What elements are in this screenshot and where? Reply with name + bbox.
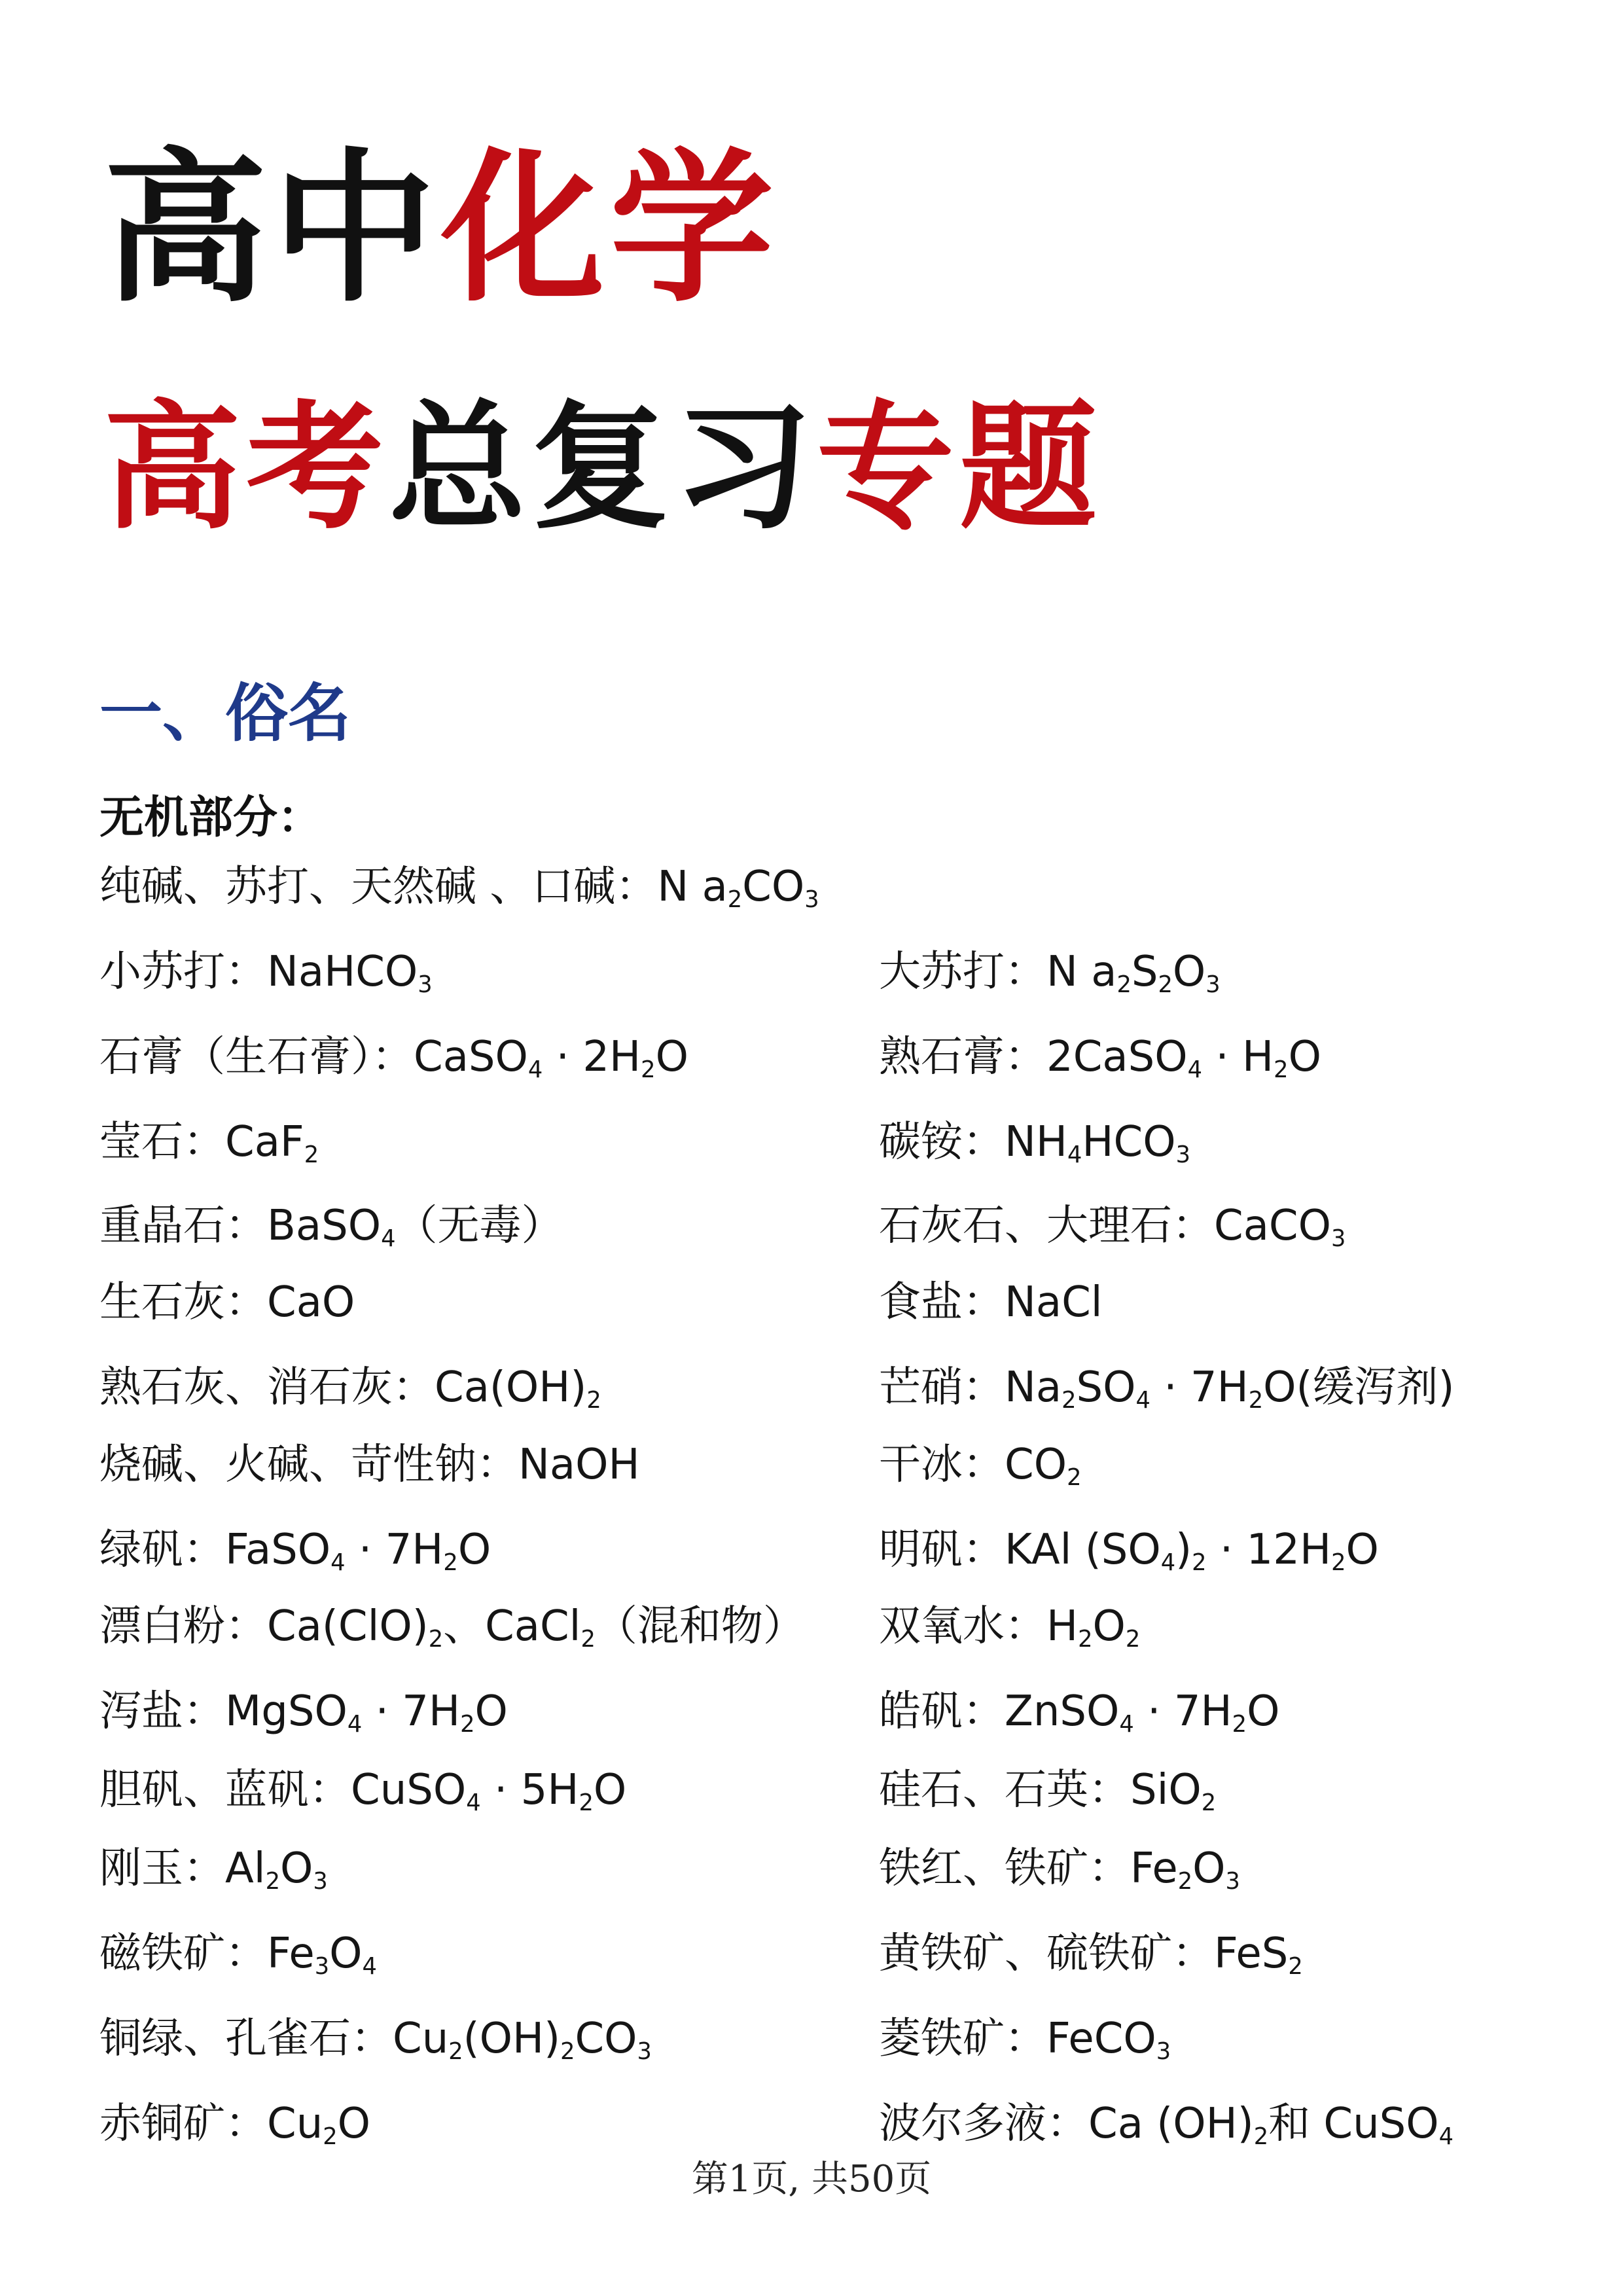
- entry-formula: [518, 1441, 640, 1489]
- formula-text: N a: [657, 863, 728, 911]
- formula-text: · 7H: [1150, 1363, 1249, 1412]
- formula-text: Cu: [393, 2015, 449, 2063]
- formula-subscript: 3: [804, 886, 819, 913]
- formula-subscript: 2: [1192, 1549, 1207, 1576]
- formula-subscript: 3: [1175, 1141, 1190, 1168]
- formula-text: · 7H: [362, 1687, 461, 1736]
- entry-label: 刚玉：: [99, 1844, 225, 1893]
- entry-formula: [267, 1929, 377, 1978]
- entry-2-right: [879, 942, 1221, 1001]
- formula-subscript: 2: [586, 1386, 601, 1414]
- formula-subscript: 2: [1125, 1625, 1141, 1653]
- formula-text: Ca(ClO): [267, 1602, 429, 1651]
- formula-text: NaHCO: [267, 948, 418, 996]
- entry-label: 石灰石、大理石：: [879, 1202, 1214, 1250]
- entry-29-left: [99, 2094, 370, 2153]
- formula-subscript: 3: [314, 1952, 330, 1980]
- formula-text: HCO: [1082, 1118, 1176, 1166]
- formula-subscript: 4: [1438, 2123, 1454, 2150]
- entry-formula: [393, 2015, 652, 2063]
- entry-label: 绿矾：: [99, 1526, 225, 1574]
- formula-subscript: 3: [637, 2037, 652, 2065]
- formula-subscript: 3: [1156, 2037, 1171, 2065]
- entry-label: 铁红、铁矿：: [879, 1844, 1130, 1893]
- entry-1-left: [99, 942, 433, 1001]
- title-part-huaxue: 化学: [441, 134, 779, 324]
- entry-11-left: [99, 1358, 601, 1417]
- formula-subscript: 2: [1067, 1463, 1082, 1491]
- entry-4-right: [879, 1028, 1321, 1086]
- formula-subscript: 2: [1274, 1056, 1289, 1083]
- formula-subscript: 2: [1177, 1867, 1193, 1895]
- formula-subscript: 2: [304, 1141, 319, 1168]
- entry-label: 石膏（生石膏）：: [99, 1033, 414, 1081]
- formula-text: O: [329, 1929, 363, 1978]
- entry-label: 莹石：: [99, 1118, 225, 1166]
- entry-formula: [1005, 1441, 1081, 1489]
- formula-text: （无毒）: [395, 1202, 563, 1250]
- entry-18-right: [879, 1597, 1140, 1656]
- formula-subscript: 2: [1201, 1789, 1217, 1816]
- formula-text: (OH): [463, 2015, 561, 2063]
- entry-label: 干冰：: [879, 1441, 1005, 1489]
- formula-text: SO: [1076, 1363, 1136, 1412]
- formula-text: Ca (OH): [1088, 2100, 1254, 2148]
- entry-formula: [267, 2100, 370, 2148]
- section-heading: 一、俗名: [99, 676, 351, 750]
- entry-label: 胆矾、蓝矾：: [99, 1766, 351, 1814]
- formula-text: Fe: [1130, 1844, 1178, 1893]
- formula-text: · 7H: [1133, 1687, 1232, 1736]
- formula-subscript: 4: [347, 1710, 363, 1738]
- formula-text: · 12H: [1206, 1526, 1332, 1574]
- formula-text: 、CaCl: [443, 1602, 581, 1651]
- formula-text: Cu: [267, 2100, 323, 2148]
- entry-label: 明矾：: [879, 1526, 1005, 1574]
- entry-formula: [1088, 2100, 1454, 2148]
- entry-label: 硅石、石英：: [879, 1766, 1130, 1814]
- formula-text: H: [1046, 1602, 1079, 1651]
- entry-formula: [1130, 1844, 1240, 1893]
- formula-text: CaO: [267, 1278, 355, 1327]
- entry-27-left: [99, 2009, 652, 2068]
- entry-formula: [1046, 2015, 1171, 2063]
- formula-text: · 7H: [345, 1526, 444, 1574]
- formula-subscript: 2: [428, 1625, 444, 1653]
- entry-formula: [225, 1526, 491, 1574]
- formula-text: FeS: [1214, 1929, 1289, 1978]
- formula-subscript: 2: [1248, 1386, 1264, 1414]
- formula-subscript: 2: [265, 1867, 280, 1895]
- formula-text: O: [1192, 1844, 1226, 1893]
- formula-subscript: 4: [1067, 1141, 1082, 1168]
- entry-3-left: [99, 1028, 688, 1086]
- entry-label: 铜绿、孔雀石：: [99, 2015, 393, 2063]
- entry-label: 熟石灰、消石灰：: [99, 1363, 435, 1412]
- entry-formula: [1046, 1602, 1140, 1651]
- entry-formula: [225, 1844, 328, 1893]
- title-line-2: [103, 383, 1102, 553]
- entry-label: 烧碱、火碱、苛性钠：: [99, 1441, 518, 1489]
- formula-text: O: [593, 1766, 627, 1814]
- formula-text: Al: [225, 1844, 266, 1893]
- formula-subscript: 2: [641, 1056, 656, 1083]
- entry-formula: [267, 1202, 563, 1250]
- entry-7-left: [99, 1196, 563, 1255]
- entry-formula: [414, 1033, 688, 1081]
- formula-subscript: 2: [1158, 971, 1173, 998]
- entry-12-right: [879, 1358, 1454, 1417]
- entry-label: 大苏打：: [879, 948, 1046, 996]
- entry-24-right: [879, 1839, 1240, 1898]
- formula-text: · 2H: [543, 1033, 641, 1081]
- entry-label: 芒硝：: [879, 1363, 1005, 1412]
- formula-subscript: 2: [580, 1625, 596, 1653]
- formula-text: N a: [1046, 948, 1117, 996]
- entry-formula: [1214, 1929, 1303, 1978]
- formula-text: CaSO: [414, 1033, 528, 1081]
- formula-subscript: 3: [1330, 1225, 1346, 1252]
- entry-30-right: [879, 2094, 1454, 2153]
- formula-subscript: 2: [323, 2123, 338, 2150]
- formula-subscript: 4: [381, 1225, 396, 1252]
- entry-formula: [267, 1278, 355, 1327]
- entry-0-left: [99, 857, 819, 916]
- formula-text: FaSO: [225, 1526, 331, 1574]
- formula-text: NH: [1005, 1118, 1067, 1166]
- formula-subscript: 2: [560, 2037, 575, 2065]
- formula-text: CaCO: [1214, 1202, 1331, 1250]
- entry-label: 赤铜矿：: [99, 2100, 267, 2148]
- formula-text: MgSO: [225, 1687, 348, 1736]
- entry-15-left: [99, 1520, 491, 1579]
- formula-subscript: 2: [1078, 1625, 1093, 1653]
- entry-label: 磁铁矿：: [99, 1929, 267, 1978]
- entry-formula: [225, 1687, 508, 1736]
- formula-subscript: 2: [1288, 1952, 1303, 1980]
- formula-subscript: 2: [579, 1789, 594, 1816]
- title-part-gaokao: 高考: [103, 387, 389, 548]
- formula-text: （混和物）: [595, 1602, 805, 1651]
- formula-text: · 5H: [480, 1766, 579, 1814]
- entry-formula: [1046, 1033, 1321, 1081]
- formula-text: O(缓泻剂): [1263, 1363, 1455, 1412]
- title-part-zhuanti: 专题: [817, 387, 1103, 548]
- formula-subscript: 2: [448, 2037, 463, 2065]
- formula-subscript: 4: [362, 1952, 377, 1980]
- entry-label: 生石灰：: [99, 1278, 267, 1327]
- entry-formula: [435, 1363, 601, 1412]
- formula-text: FeCO: [1046, 2015, 1156, 2063]
- formula-text: BaSO: [267, 1202, 382, 1250]
- entry-28-right: [879, 2009, 1171, 2068]
- formula-subscript: 2: [460, 1710, 475, 1738]
- formula-subscript: 2: [727, 886, 743, 913]
- page-footer: 第1页, 共50页: [691, 2158, 932, 2200]
- entry-formula: [1005, 1363, 1454, 1412]
- title-part-zongfuxi: 总复习: [389, 387, 817, 548]
- formula-subscript: 2: [1232, 1710, 1247, 1738]
- entry-formula: [1005, 1526, 1379, 1574]
- entry-formula: [1130, 1766, 1216, 1814]
- title-part-gaozhong: 高中: [103, 134, 441, 324]
- entry-25-left: [99, 1924, 377, 1983]
- formula-text: 和 CuSO: [1268, 2100, 1439, 2148]
- formula-subscript: 4: [1119, 1710, 1134, 1738]
- formula-text: O: [1092, 1602, 1126, 1651]
- formula-subscript: 3: [1225, 1867, 1240, 1895]
- formula-text: O: [1172, 948, 1206, 996]
- formula-text: O: [655, 1033, 688, 1081]
- entry-formula: [1214, 1202, 1346, 1250]
- entry-26-right: [879, 1924, 1303, 1983]
- formula-text: SiO: [1130, 1766, 1202, 1814]
- entry-label: 漂白粉：: [99, 1602, 267, 1651]
- formula-text: CO: [1005, 1441, 1067, 1489]
- formula-text: O: [1288, 1033, 1321, 1081]
- formula-text: O: [1346, 1526, 1379, 1574]
- entry-label: 重晶石：: [99, 1202, 267, 1250]
- entry-label: 熟石膏：: [879, 1033, 1046, 1081]
- entry-formula: [1005, 1687, 1279, 1736]
- entry-13-left: [99, 1435, 640, 1494]
- entry-10-right: [879, 1273, 1103, 1332]
- entry-label: 波尔多液：: [879, 2100, 1088, 2148]
- formula-text: ZnSO: [1005, 1687, 1120, 1736]
- formula-text: NaOH: [518, 1441, 640, 1489]
- formula-text: CO: [742, 863, 805, 911]
- entry-23-left: [99, 1839, 328, 1898]
- formula-subscript: 2: [1116, 971, 1132, 998]
- formula-text: CaF: [225, 1118, 304, 1166]
- entry-16-right: [879, 1520, 1379, 1579]
- formula-subscript: 4: [330, 1549, 346, 1576]
- formula-subscript: 4: [1187, 1056, 1203, 1083]
- entry-8-right: [879, 1196, 1346, 1255]
- entry-label: 食盐：: [879, 1278, 1005, 1327]
- entry-label: 纯碱、苏打、天然碱 、口碱：: [99, 863, 658, 911]
- entry-formula: [1005, 1118, 1190, 1166]
- subheading: 无机部分：: [99, 792, 323, 844]
- formula-subscript: 2: [1331, 1549, 1346, 1576]
- formula-subscript: 3: [418, 971, 433, 998]
- entry-20-right: [879, 1682, 1279, 1741]
- formula-text: ): [1175, 1526, 1192, 1574]
- title-line-1: [103, 131, 779, 327]
- entry-21-left: [99, 1761, 626, 1820]
- formula-text: O: [457, 1526, 491, 1574]
- formula-subscript: 3: [313, 1867, 328, 1895]
- formula-text: Ca(OH): [435, 1363, 587, 1412]
- formula-text: O: [337, 2100, 371, 2148]
- formula-text: 2CaSO: [1046, 1033, 1188, 1081]
- entry-label: 皓矾：: [879, 1687, 1005, 1736]
- formula-text: Na: [1005, 1363, 1062, 1412]
- entry-19-left: [99, 1682, 508, 1741]
- formula-text: KAl (SO: [1005, 1526, 1161, 1574]
- entry-formula: [267, 948, 433, 996]
- entry-9-left: [99, 1273, 355, 1332]
- formula-subscript: 3: [1205, 971, 1221, 998]
- formula-subscript: 4: [466, 1789, 481, 1816]
- entry-formula: [657, 863, 819, 911]
- formula-subscript: 4: [1160, 1549, 1176, 1576]
- entry-label: 黄铁矿、硫铁矿：: [879, 1929, 1214, 1978]
- entry-14-right: [879, 1435, 1081, 1494]
- formula-text: NaCl: [1005, 1278, 1103, 1327]
- formula-subscript: 2: [1061, 1386, 1077, 1414]
- entry-formula: [1046, 948, 1221, 996]
- formula-text: CuSO: [351, 1766, 467, 1814]
- entry-label: 碳铵：: [879, 1118, 1005, 1166]
- formula-text: O: [474, 1687, 508, 1736]
- entry-formula: [1005, 1278, 1103, 1327]
- entry-formula: [351, 1766, 626, 1814]
- formula-text: · H: [1202, 1033, 1274, 1081]
- entry-formula: [267, 1602, 805, 1651]
- entry-6-right: [879, 1113, 1190, 1172]
- formula-text: Fe: [267, 1929, 315, 1978]
- formula-text: S: [1131, 948, 1158, 996]
- formula-subscript: 2: [1253, 2123, 1269, 2150]
- entry-label: 泻盐：: [99, 1687, 225, 1736]
- formula-subscript: 4: [1135, 1386, 1150, 1414]
- formula-text: O: [1247, 1687, 1280, 1736]
- entry-5-left: [99, 1113, 319, 1172]
- formula-subscript: 2: [443, 1549, 458, 1576]
- formula-text: O: [279, 1844, 313, 1893]
- entry-17-left: [99, 1597, 805, 1656]
- entry-label: 菱铁矿：: [879, 2015, 1046, 2063]
- entry-label: 双氧水：: [879, 1602, 1046, 1651]
- entry-label: 小苏打：: [99, 948, 267, 996]
- formula-text: CO: [575, 2015, 637, 2063]
- entry-22-right: [879, 1761, 1216, 1820]
- entry-formula: [225, 1118, 319, 1166]
- formula-subscript: 4: [527, 1056, 543, 1083]
